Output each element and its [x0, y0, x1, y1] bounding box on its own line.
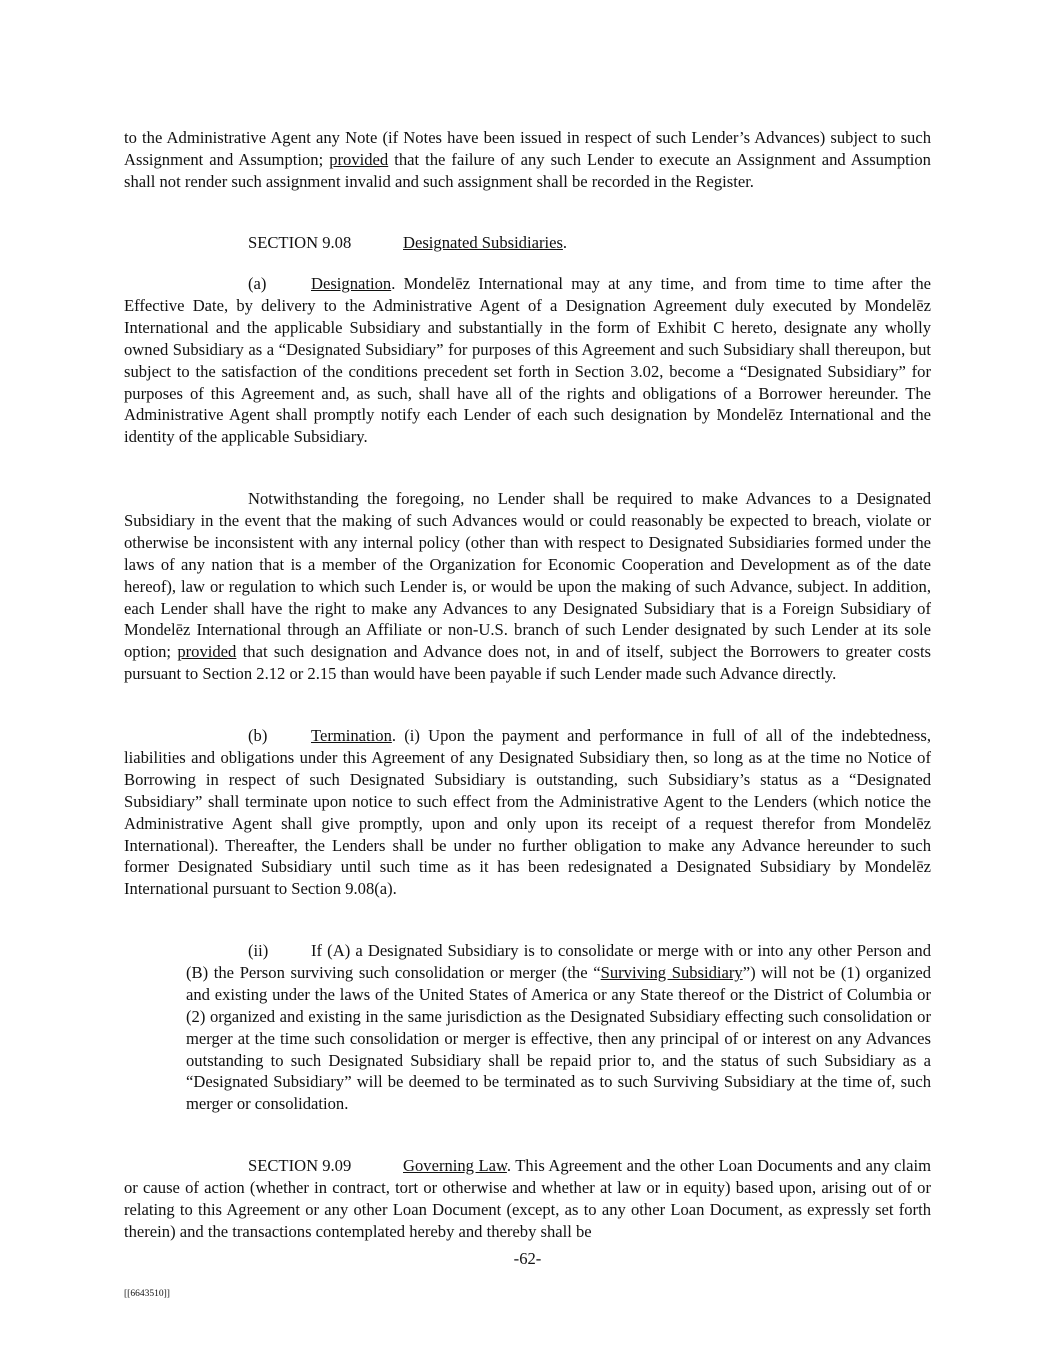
paragraph-body: . Mondelēz International may at any time, and from time to time after the Effective Date, by delivery to the Administrative Agent of a Designation Agreement duly executed by Mondelēz International and the applicable Subsidiary and substantially in the form of Exhibit C hereto, designate any wholly owned Subsidiary as a “Designated Subsidiary” for purposes of this Agreement and such Subsidiary shall thereupon, but subject to the satisfaction of the conditions precedent set forth in Section 3.02, become a “Designated Subsidiary” for purposes of this Agreement and, as such, shall have all of the rights and obligations of a Borrower hereunder. The Administrative Agent shall promptly notify each Lender of each such designation by Mondelēz International and the identity of the applicable Subsidiary.	[124, 274, 931, 447]
section-9-09-governing-law	[124, 1155, 931, 1243]
paragraph-label: (a)	[248, 274, 267, 293]
text-run: If (A) a Designated Subsidiary is to consolidate or merge with or into any other Person and (B) the Person surviving such consolidation or merger (the “	[186, 941, 931, 982]
paragraph-label: (b)	[248, 726, 268, 745]
paragraph-label: (ii)	[248, 941, 269, 960]
provided-term: provided	[329, 149, 389, 169]
text-run: to the Administrative Agent any Note (if Notes have been issued in respect of such Lender’s Advances) subject to such Assignment and Assumption;	[124, 128, 931, 169]
text-run: Notwithstanding the foregoing, no Lender shall be required to make Advances to a Designated Subsidiary in the event that the making of such Advances would or could reasonably be expected to breach, violate or otherwise be inconsistent with any internal policy (other than with respect to Designated Subsidiaries formed under the laws of any nation that is a member of the Organization for Economic Cooperation and Development as of the date hereof), law or regulation to which such Lender is, or would be upon the making of such Advance, subject. In addition, each Lender shall have the right to make any Advances to any Designated Subsidiary that is a Foreign Subsidiary of Mondelēz International through an Affiliate or non-U.S. branch of such Lender designated by such Lender at its sole option;	[124, 489, 931, 662]
section-title: Governing Law	[403, 1156, 507, 1175]
section-number: SECTION 9.08	[248, 233, 352, 252]
paragraph-b-ii-surviving-subsidiary	[186, 940, 931, 1115]
section-title-period: .	[562, 233, 568, 252]
page-number: -62-	[513, 1249, 542, 1268]
paragraph-a-designation	[124, 273, 931, 448]
text-run: that such designation and Advance does not, in and of itself, subject the Borrowers to greater costs pursuant to Section 2.12 or 2.15 than would have been payable if such Lender made such Advance directly.	[124, 642, 932, 684]
paragraph-notwithstanding	[124, 488, 931, 685]
provided-term: provided	[177, 642, 237, 662]
defined-term: Surviving Subsidiary	[600, 962, 743, 982]
section-title: Designated Subsidiaries	[403, 233, 563, 252]
document-id: [[6643510]]	[124, 1289, 170, 1299]
paragraph-title: Termination	[311, 726, 392, 745]
paragraph-title: Designation	[311, 274, 392, 293]
text-run: that the failure of any such Lender to execute an Assignment and Assumption shall not render such assignment invalid and such assignment shall be recorded in the Register.	[124, 149, 931, 191]
section-number: SECTION 9.09	[248, 1156, 352, 1175]
section-9-08-heading	[124, 232, 931, 254]
paragraph-body: . (i) Upon the payment and performance in full of all of the indebtedness, liabilities and obligations under this Agreement of any Designated Subsidiary then, so long as at the time no Notice of Borrowing in respect of such Designated Subsidiary is outstanding, such Subsidiary’s status as a “Designated Subsidiary” shall terminate upon notice to such effect from the Administrative Agent to the Lenders (which notice the Administrative Agent shall give promptly, upon and only upon its receipt of a request therefor from Mondelēz International). Thereafter, the Lenders shall be under no further obligation to make any Advance hereunder to such former Designated Subsidiary until such time as it has been redesignated a Designated Subsidiary by Mondelēz International pursuant to Section 9.08(a).	[124, 726, 931, 899]
paragraph-assignment-continuation	[124, 127, 931, 193]
text-run: ”) will not be (1) organized and existing under the laws of the United States of America or any State thereof or the District of Columbia or (2) organized and existing in the same jurisdiction as the Designated Subsidiary effecting such consolidation or merger at the time such consolidation or merger is effective, then any principal of or interest on any Advances outstanding to such Designated Subsidiary shall be repaid prior to, and the status of such Subsidiary as a “Designated Subsidiary” will be deemed to be terminated as to such Surviving Subsidiary at the time of, such merger or consolidation.	[186, 962, 932, 1114]
section-body: . This Agreement and the other Loan Documents and any claim or cause of action (whether in contract, tort or otherwise and whether at law or in equity) based upon, arising out of or relating to this Agreement or any other Loan Document (except, as to any other Loan Document, as expressly set forth therein) and the transactions contemplated hereby and thereby shall be	[124, 1156, 931, 1241]
paragraph-b-termination	[124, 725, 931, 900]
